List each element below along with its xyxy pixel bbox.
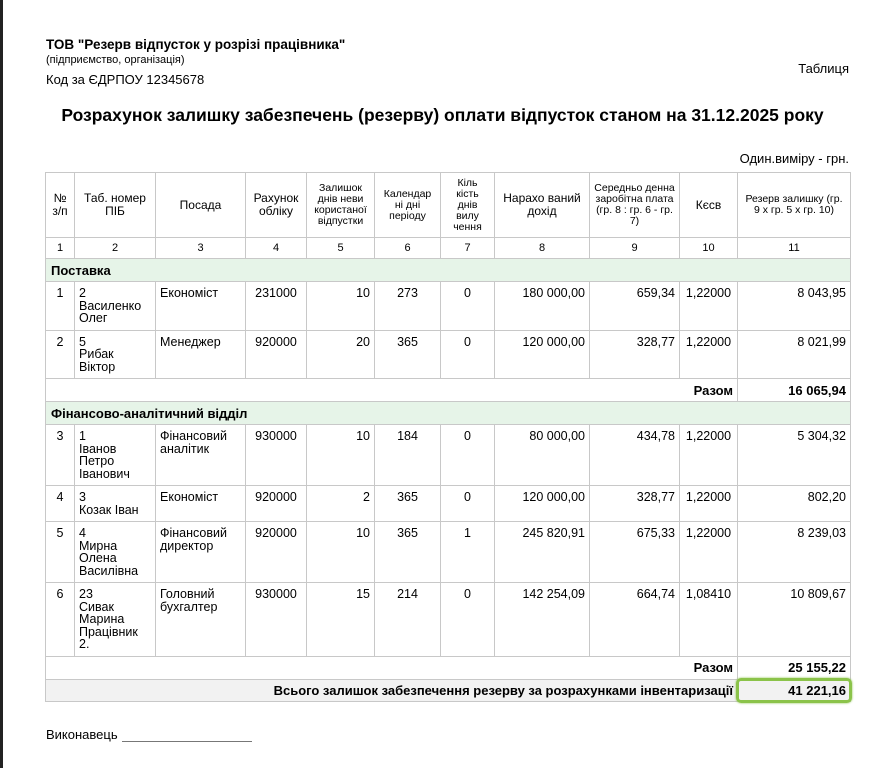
col-number: 9 [590,238,680,259]
col-number: 8 [495,238,590,259]
table-row [46,425,851,486]
calendar-days: 365 [375,522,441,583]
total-value-text: 41 221,16 [788,682,846,698]
excluded-days: 0 [441,583,495,657]
column-number-row [46,238,851,259]
income: 245 820,91 [495,522,590,583]
col-header-tab-name: Таб. номер ПІБ [75,173,156,238]
income: 180 000,00 [495,282,590,331]
col-header-reserve: Резерв залишку (гр. 9 х гр. 5 х гр. 10) [738,173,851,238]
account: 930000 [246,425,307,486]
subtotal-row [46,656,851,679]
table-row [46,486,851,522]
calendar-days: 214 [375,583,441,657]
avg-daily-pay: 328,77 [590,486,680,522]
total-label: Всього залишок забезпечення резерву за розрахунками інвентаризації [46,679,738,701]
tab-number: 4 [79,526,86,540]
days-left: 10 [307,282,375,331]
col-number: 11 [738,238,851,259]
signature-line [122,729,252,742]
account: 930000 [246,583,307,657]
kesv: 1,22000 [680,425,738,486]
employee-name-line: Рибак [79,347,114,361]
excluded-days: 0 [441,425,495,486]
units-label: Один.виміру - грн. [739,151,849,166]
row-number: 3 [46,425,75,486]
row-number: 4 [46,486,75,522]
group-name: Поставка [46,259,851,282]
excluded-days: 0 [441,330,495,379]
employee-name-line: Олена [79,551,117,565]
col-number: 10 [680,238,738,259]
employee-cell [75,425,156,486]
col-header-calendar-days: Календар ні дні періоду [375,173,441,238]
col-header-position: Посада [156,173,246,238]
col-header-avg-daily: Середньо денна заробітна плата (гр. 8 : гр. 6 - гр. 7) [590,173,680,238]
col-number: 6 [375,238,441,259]
calendar-days: 365 [375,486,441,522]
account: 920000 [246,486,307,522]
row-number: 5 [46,522,75,583]
tab-number: 1 [79,429,86,443]
days-left: 15 [307,583,375,657]
col-number: 2 [75,238,156,259]
employee-name-line: Василенко [79,298,142,313]
income: 120 000,00 [495,330,590,379]
excluded-days: 0 [441,486,495,522]
col-header-kesv: Кєсв [680,173,738,238]
reserve: 8 239,03 [738,522,851,583]
subtotal-label: Разом [46,656,738,679]
reserve: 802,20 [738,486,851,522]
avg-daily-pay: 664,74 [590,583,680,657]
col-header-number: № з/п [46,173,75,238]
position: Економіст [156,486,246,522]
executor-label: Виконавець [46,727,118,742]
employee-name-line: Олег [79,311,108,325]
avg-daily-pay: 659,34 [590,282,680,331]
col-number: 5 [307,238,375,259]
organization-code: Код за ЄДРПОУ 12345678 [46,72,205,87]
days-left: 10 [307,522,375,583]
header-row [46,173,851,238]
reserve: 5 304,32 [738,425,851,486]
col-header-income: Нарахо ваний дохід [495,173,590,238]
reserve-table [45,172,851,702]
employee-name-line: Василівна [79,563,139,578]
col-header-account: Рахунок обліку [246,173,307,238]
employee-name-line: Іванов [79,441,117,456]
position: Головний бухгалтер [156,583,246,657]
calendar-days: 273 [375,282,441,331]
position: Фінансовий аналітик [156,425,246,486]
row-number: 2 [46,330,75,379]
kesv: 1,22000 [680,330,738,379]
employee-name-line: 2. [79,637,90,651]
organization-subtitle: (підприємство, організація) [46,54,185,66]
income: 142 254,09 [495,583,590,657]
table-label: Таблиця [798,61,849,76]
subtotal-value: 25 155,22 [738,656,851,679]
employee-name-line: Іванович [79,466,130,481]
position: Фінансовий директор [156,522,246,583]
kesv: 1,22000 [680,486,738,522]
position: Економіст [156,282,246,331]
executor-signature [46,727,252,742]
days-left: 10 [307,425,375,486]
employee-name-line: Марина [79,612,125,626]
account: 920000 [246,522,307,583]
excluded-days: 0 [441,282,495,331]
col-header-excluded-days: Кіль кість днів вилу чення [441,173,495,238]
kesv: 1,08410 [680,583,738,657]
position: Менеджер [156,330,246,379]
employee-name-line: Петро [79,454,115,468]
tab-number: 23 [79,587,93,601]
group-name: Фінансово-аналітичний відділ [46,402,851,425]
employee-name-line: Козак Іван [79,502,139,517]
kesv: 1,22000 [680,282,738,331]
subtotal-label: Разом [46,379,738,402]
avg-daily-pay: 434,78 [590,425,680,486]
reserve: 8 021,99 [738,330,851,379]
subtotal-value: 16 065,94 [738,379,851,402]
excluded-days: 1 [441,522,495,583]
account: 920000 [246,330,307,379]
employee-name-line: Сивак [79,599,114,614]
table-row [46,282,851,331]
reserve: 10 809,67 [738,583,851,657]
employee-cell [75,486,156,522]
calendar-days: 365 [375,330,441,379]
col-number: 1 [46,238,75,259]
employee-cell [75,522,156,583]
total-value [738,679,851,701]
col-number: 7 [441,238,495,259]
employee-cell [75,330,156,379]
col-number: 4 [246,238,307,259]
employee-name-line: Мирна [79,538,118,553]
group-row [46,402,851,425]
days-left: 2 [307,486,375,522]
row-number: 6 [46,583,75,657]
tab-number: 5 [79,334,86,349]
document-title: Розрахунок залишку забезпечень (резерву) оплати відпусток станом на 31.12.2025 року [61,105,824,125]
income: 120 000,00 [495,486,590,522]
table-row [46,330,851,379]
organization-name: ТОВ "Резерв відпусток у розрізі працівника" [46,37,346,52]
col-number: 3 [156,238,246,259]
col-header-days-left: Залишок днів неви користаної відпустки [307,173,375,238]
avg-daily-pay: 675,33 [590,522,680,583]
income: 80 000,00 [495,425,590,486]
employee-name-line: Працівник [79,624,138,639]
account: 231000 [246,282,307,331]
tab-number: 3 [79,490,86,504]
calendar-days: 184 [375,425,441,486]
group-row [46,259,851,282]
tab-number: 2 [79,286,86,300]
table-row [46,522,851,583]
reserve: 8 043,95 [738,282,851,331]
row-number: 1 [46,282,75,331]
avg-daily-pay: 328,77 [590,330,680,379]
employee-cell [75,583,156,657]
days-left: 20 [307,330,375,379]
employee-cell [75,282,156,331]
total-row [46,679,851,701]
table-row [46,583,851,657]
subtotal-row [46,379,851,402]
kesv: 1,22000 [680,522,738,583]
employee-name-line: Віктор [79,359,116,374]
